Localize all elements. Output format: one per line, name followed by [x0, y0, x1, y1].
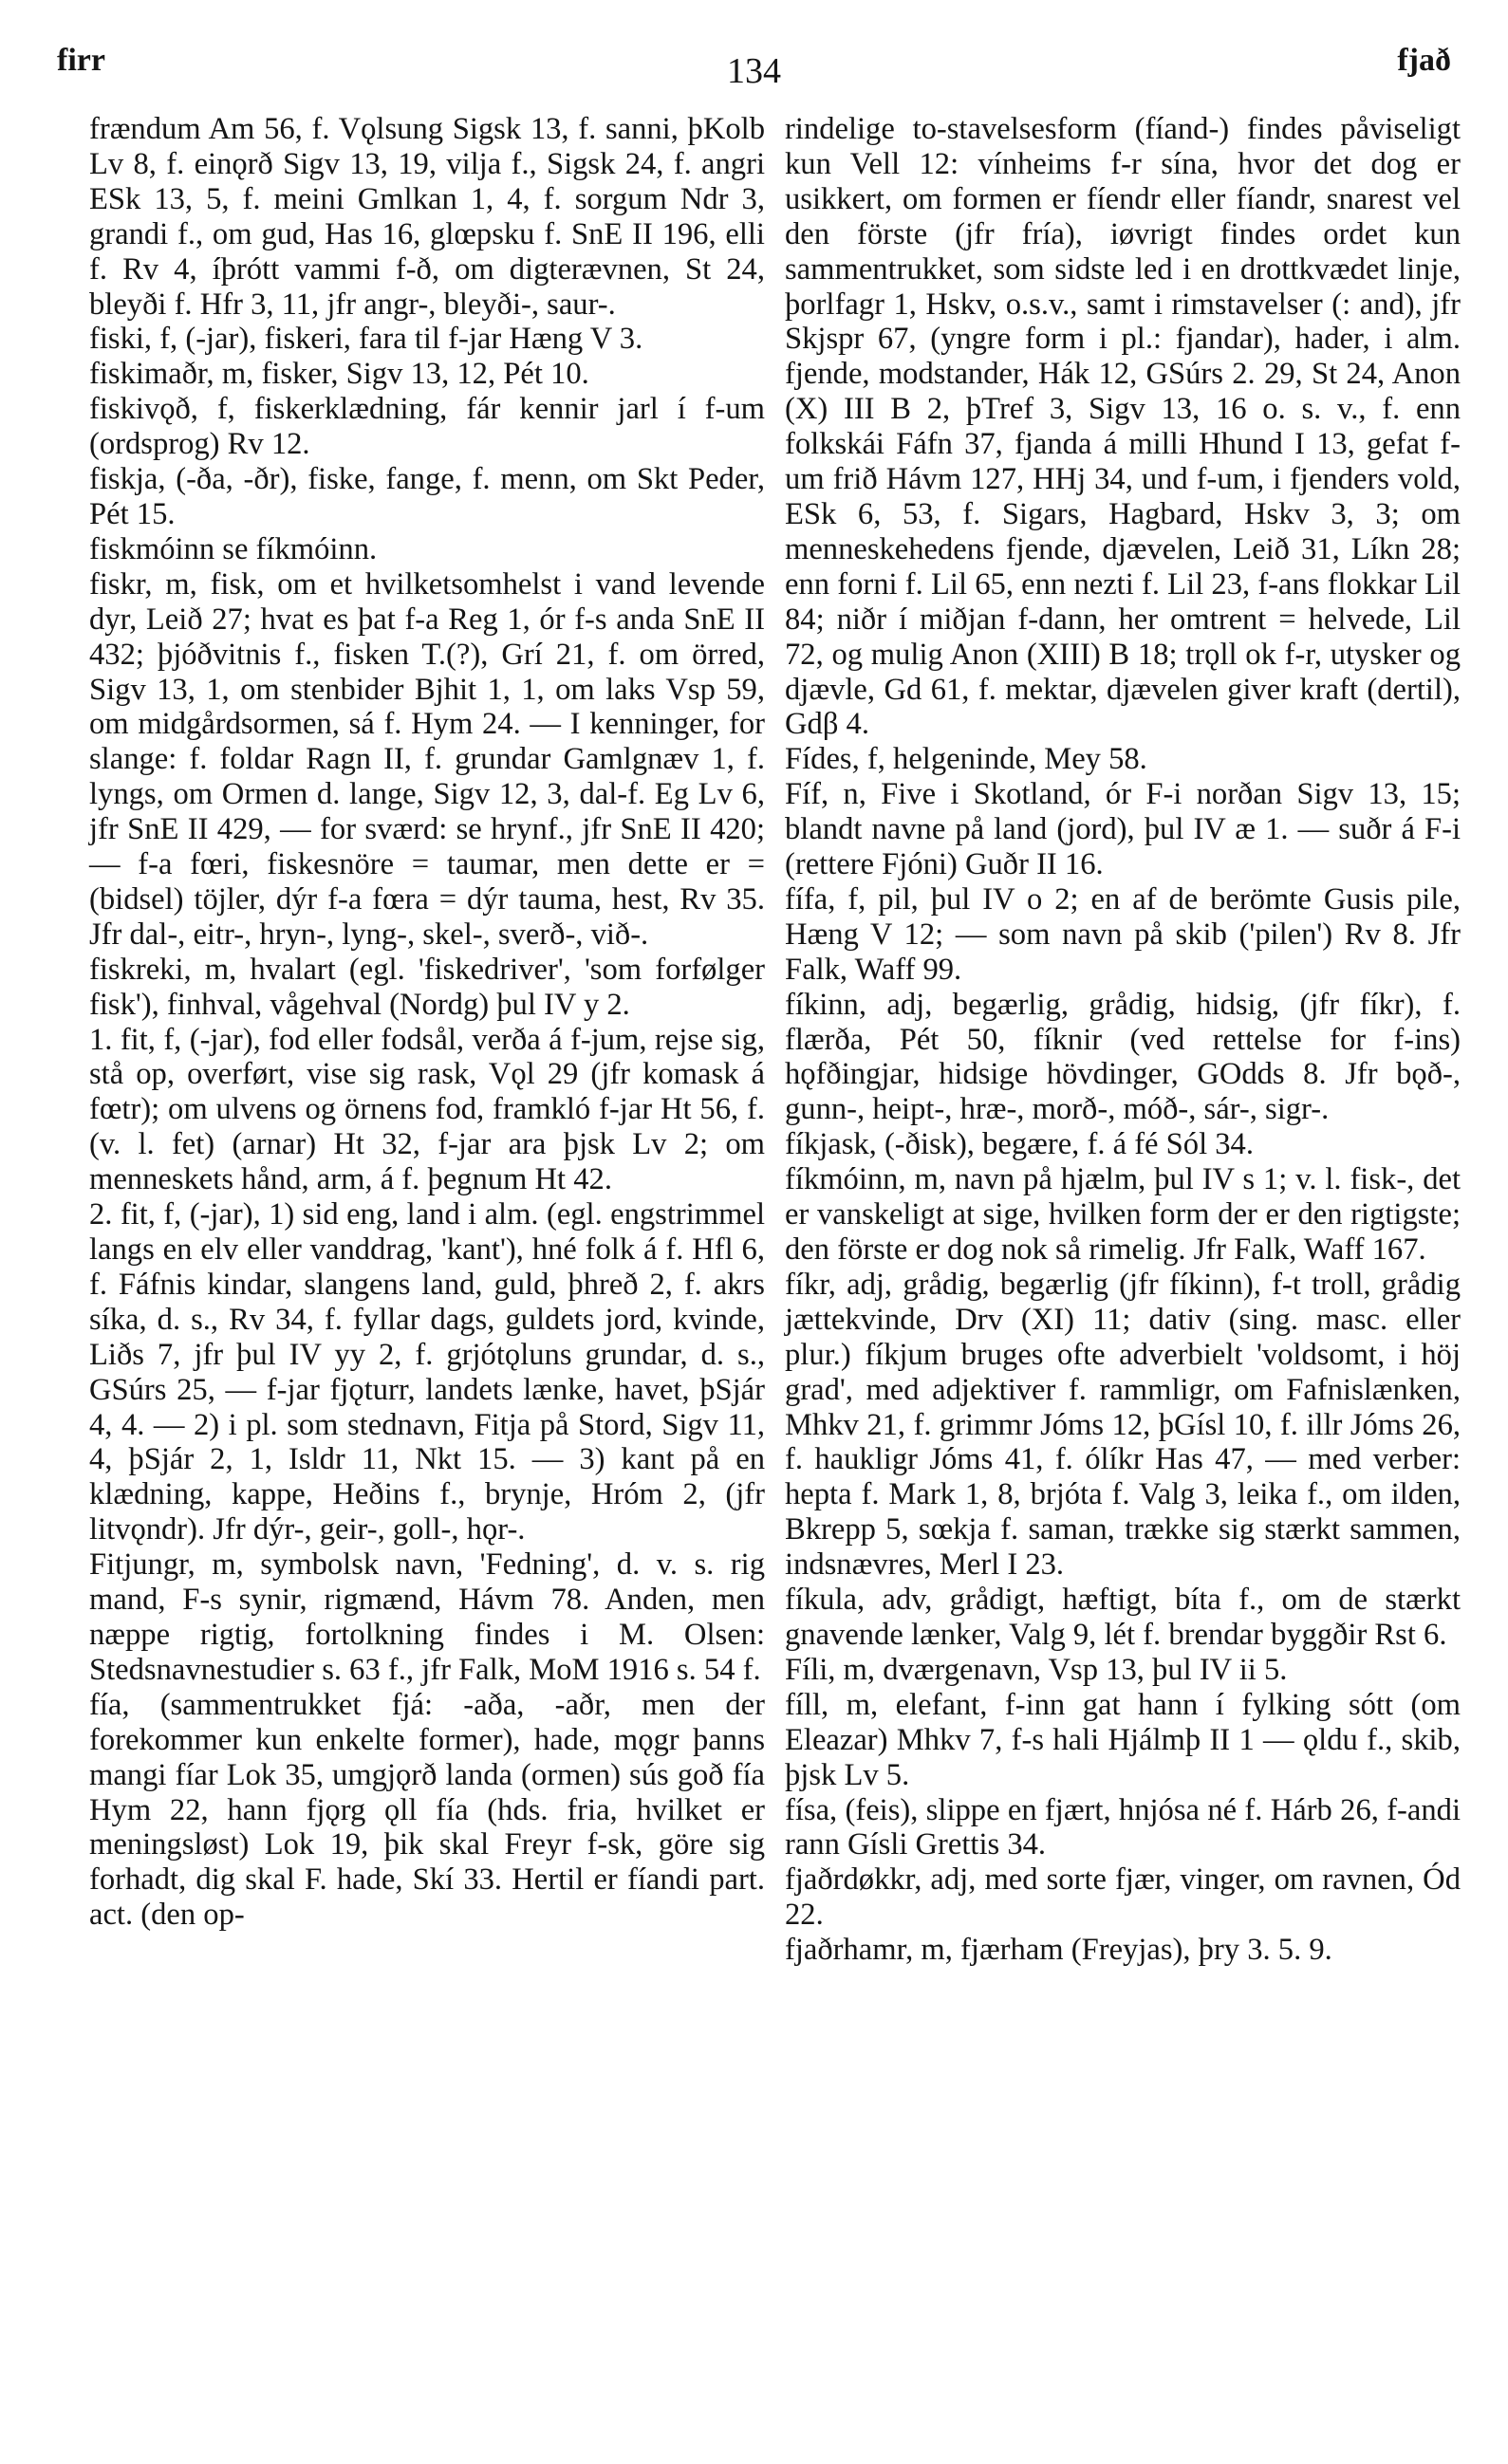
dictionary-entry: fiskreki, m, hvalart (egl. 'fiskedriver', 'som forfølger fisk'), finhval, vågehval (Nordg) þul IV y 2. — [89, 952, 765, 1022]
dictionary-entry: fíkmóinn, m, navn på hjælm, þul IV s 1; v. l. fisk-, det er vanskeligt at sige, hvilken form der er den rigtigste; den förste er dog nok så rimelig. Jfr Falk, Waff 167. — [785, 1162, 1461, 1267]
header-right-catchword: fjað — [1397, 43, 1451, 78]
right-column — [785, 112, 1461, 1968]
page-number: 134 — [727, 51, 781, 91]
dictionary-entry: Fíf, n, Five i Skotland, ór F-i norðan Sigv 13, 15; blandt navne på land (jord), þul IV æ 1. — suðr á F-i (rettere Fjóni) Guðr II 16. — [785, 777, 1461, 882]
dictionary-entry: fiskmóinn se fíkmóinn. — [89, 531, 378, 566]
dictionary-entry: fíkr, adj, grådig, begærlig (jfr fíkinn), f-t troll, grådig jættekvinde, Drv (XI) 11; dativ (sing. masc. eller plur.) fíkjum bruges ofte adverbielt 'voldsomt, i höj grad', med adjektiver f. rammligr, om Fafnislænken, Mhkv 21, f. grimmr Jóms 12, þGísl 10, f. illr Jóms 26, f. haukligr Jóms 41, f. ólíkr Has 47, — med verber: hepta f. Mark 1, 8, brjóta f. Valg 3, leika f., om ilden, Bkrepp 5, sœkja f. saman, trække sig stærkt sammen, indsnævres, Merl I 23. — [785, 1267, 1461, 1583]
dictionary-entry: fiski, f, (-jar), fiskeri, fara til f-jar Hæng V 3. — [89, 322, 643, 357]
dictionary-entry: rindelige to-stavelsesform (fíand-) findes påviseligt kun Vell 12: vínheims f-r sína, hvor det dog er usikkert, om formen er fíendr eller fíandr, snarest vel den förste (jfr fría), iøvrigt findes ordet kun sammentrukket, som sidste led i en drottkvædet linje, þorlfagr 1, Hskv, o.s.v., samt i rimstavelser (: and), jfr Skjspr 67, (yngre form i pl.: fjandar), hader, i alm. fjende, modstander, Hák 12, GSúrs 2. 29, St 24, Anon (X) III B 2, þTref 3, Sigv 13, 16 o. s. v., f. enn folkskái Fáfn 37, fjanda á milli Hhund I 13, gefat f-um frið Hávm 127, HHj 34, und f-um, i fjenders vold, ESk 6, 53, f. Sigars, Hagbard, Hskv 3, 3; om menneskehedens fjende, djævelen, Leið 31, Líkn 28; enn forni f. Lil 65, enn nezti f. Lil 23, f-ans flokkar Lil 84; niðr í miðjan f-dann, her omtrent = helvede, Lil 72, og mulig Anon (XIII) B 18; trǫll ok f-r, utysker og djævle, Gd 61, f. mektar, djævelen giver kraft (dertil), Gdβ 4. — [785, 112, 1461, 742]
left-column — [89, 112, 765, 1933]
dictionary-entry: fiskimaðr, m, fisker, Sigv 13, 12, Pét 10. — [89, 357, 589, 392]
dictionary-entry: Fíli, m, dværgenavn, Vsp 13, þul IV ii 5. — [785, 1652, 1288, 1687]
dictionary-entry: fiskr, m, fisk, om et hvilketsomhelst i vand levende dyr, Leið 27; hvat es þat f-a Reg 1, ór f-s anda SnE II 432; þjóðvitnis f., fisken T.(?), Grí 21, f. om örred, Sigv 13, 1, om stenbider Bjhit 1, 1, om laks Vsp 59, om midgårdsormen, sá f. Hym 24. — I kenninger, for slange: f. foldar Ragn II, f. grundar Gamlgnæv 1, f. lyngs, om Ormen d. lange, Sigv 12, 3, dal-f. Eg Lv 6, jfr SnE II 429, — for sværd: se hrynf., jfr SnE II 420; — f-a fœri, fiskesnöre = taumar, men dette er = (bidsel) töjler, dýr f-a fœra = dýr tauma, hest, Rv 35. Jfr dal-, eitr-, hryn-, lyng-, skel-, sverð-, við-. — [89, 566, 765, 952]
dictionary-entry: fiskivǫð, f, fiskerklædning, fár kennir jarl í f-um (ordsprog) Rv 12. — [89, 392, 765, 462]
dictionary-entry: fiskja, (-ða, -ðr), fiske, fange, f. menn, om Skt Peder, Pét 15. — [89, 462, 765, 531]
dictionary-entry: fjaðrdøkkr, adj, med sorte fjær, vinger, om ravnen, Ód 22. — [785, 1862, 1461, 1933]
dictionary-entry: fjaðrhamr, m, fjærham (Freyjas), þry 3. 5. 9. — [785, 1933, 1332, 1968]
dictionary-entry: fífa, f, pil, þul IV o 2; en af de berömte Gusis pile, Hæng V 12; — som navn på skib ('pilen') Rv 8. Jfr Falk, Waff 99. — [785, 881, 1461, 987]
dictionary-entry: Fídes, f, helgeninde, Mey 58. — [785, 742, 1147, 777]
dictionary-entry: 1. fit, f, (-jar), fod eller fodsål, verða á f-jum, rejse sig, stå op, overført, vise sig rask, Vǫl 29 (jfr komask á fœtr); om ulvens og örnens fod, framkló f-jar Ht 56, f. (v. l. fet) (arnar) Ht 32, f-jar ara þjsk Lv 2; om menneskets hånd, arm, á f. þegnum Ht 42. — [89, 1022, 765, 1197]
dictionary-entry: fíll, m, elefant, f-inn gat hann í fylking sótt (om Eleazar) Mhkv 7, f-s hali Hjálmþ II 1 — ǫldu f., skib, þjsk Lv 5. — [785, 1687, 1461, 1792]
page-header — [57, 43, 1451, 90]
header-left-catchword: firr — [57, 43, 105, 78]
dictionary-entry: 2. fit, f, (-jar), 1) sid eng, land i alm. (egl. engstrimmel langs en elv eller vanddrag, 'kant'), hné folk á f. Hfl 6, f. Fáfnis kindar, slangens land, guld, þhreð 2, f. akrs síka, d. s., Rv 34, f. fyllar dags, guldets jord, kvinde, Liðs 7, jfr þul IV yy 2, f. grjótǫluns grundar, d. s., GSúrs 25, — f-jar fjǫturr, landets lænke, havet, þSjár 4, 4. — 2) i pl. som stednavn, Fitja på Stord, Sigv 11, 4, þSjár 2, 1, Isldr 11, Nkt 15. — 3) kant på en klædning, kappe, Heðins f., brynje, Hróm 2, (jfr litvǫndr). Jfr dýr-, geir-, goll-, hǫr-. — [89, 1197, 765, 1547]
dictionary-entry: fía, (sammentrukket fjá: -aða, -aðr, men der forekommer kun enkelte former), hade, mǫgr þanns mangi fíar Lok 35, umgjǫrð landa (ormen) sús goð fía Hym 22, hann fjǫrg ǫll fía (hds. fria, hvilket er meningsløst) Lok 19, þik skal Freyr f-sk, göre sig forhadt, dig skal F. hade, Skí 33. Hertil er fíandi part. act. (den op- — [89, 1687, 765, 1933]
dictionary-entry: Fitjungr, m, symbolsk navn, 'Fedning', d. v. s. rig mand, F-s synir, rigmænd, Hávm 78. Anden, men næppe rigtig, fortolkning findes i M. Olsen: Stedsnavnestudier s. 63 f., jfr Falk, MoM 1916 s. 54 f. — [89, 1547, 765, 1687]
dictionary-entry: físa, (feis), slippe en fjært, hnjósa né f. Hárb 26, f-andi rann Gísli Grettis 34. — [785, 1792, 1461, 1862]
dictionary-entry: fíkjask, (-ðisk), begære, f. á fé Sól 34. — [785, 1127, 1254, 1162]
dictionary-entry: fíkula, adv, grådigt, hæftigt, bíta f., om de stærkt gnavende lænker, Valg 9, lét f. brendar byggðir Rst 6. — [785, 1583, 1461, 1652]
dictionary-entry: frændum Am 56, f. Vǫlsung Sigsk 13, f. sanni, þKolb Lv 8, f. einǫrð Sigv 13, 19, vilja f., Sigsk 24, f. angri ESk 13, 5, f. meini Gmlkan 1, 4, f. sorgum Ndr 3, grandi f., om gud, Has 16, glœpsku f. SnE II 196, elli f. Rv 4, íþrótt vammi f-ð, om digterævnen, St 24, bleyði f. Hfr 3, 11, jfr angr-, bleyði-, saur-. — [89, 112, 765, 322]
dictionary-entry: fíkinn, adj, begærlig, grådig, hidsig, (jfr fíkr), f. flærða, Pét 50, fíknir (ved rettelse for f-ins) hǫfðingjar, hidsige hövdinger, GOdds 8. Jfr bǫð-, gunn-, heipt-, hræ-, morð-, móð-, sár-, sigr-. — [785, 987, 1461, 1127]
